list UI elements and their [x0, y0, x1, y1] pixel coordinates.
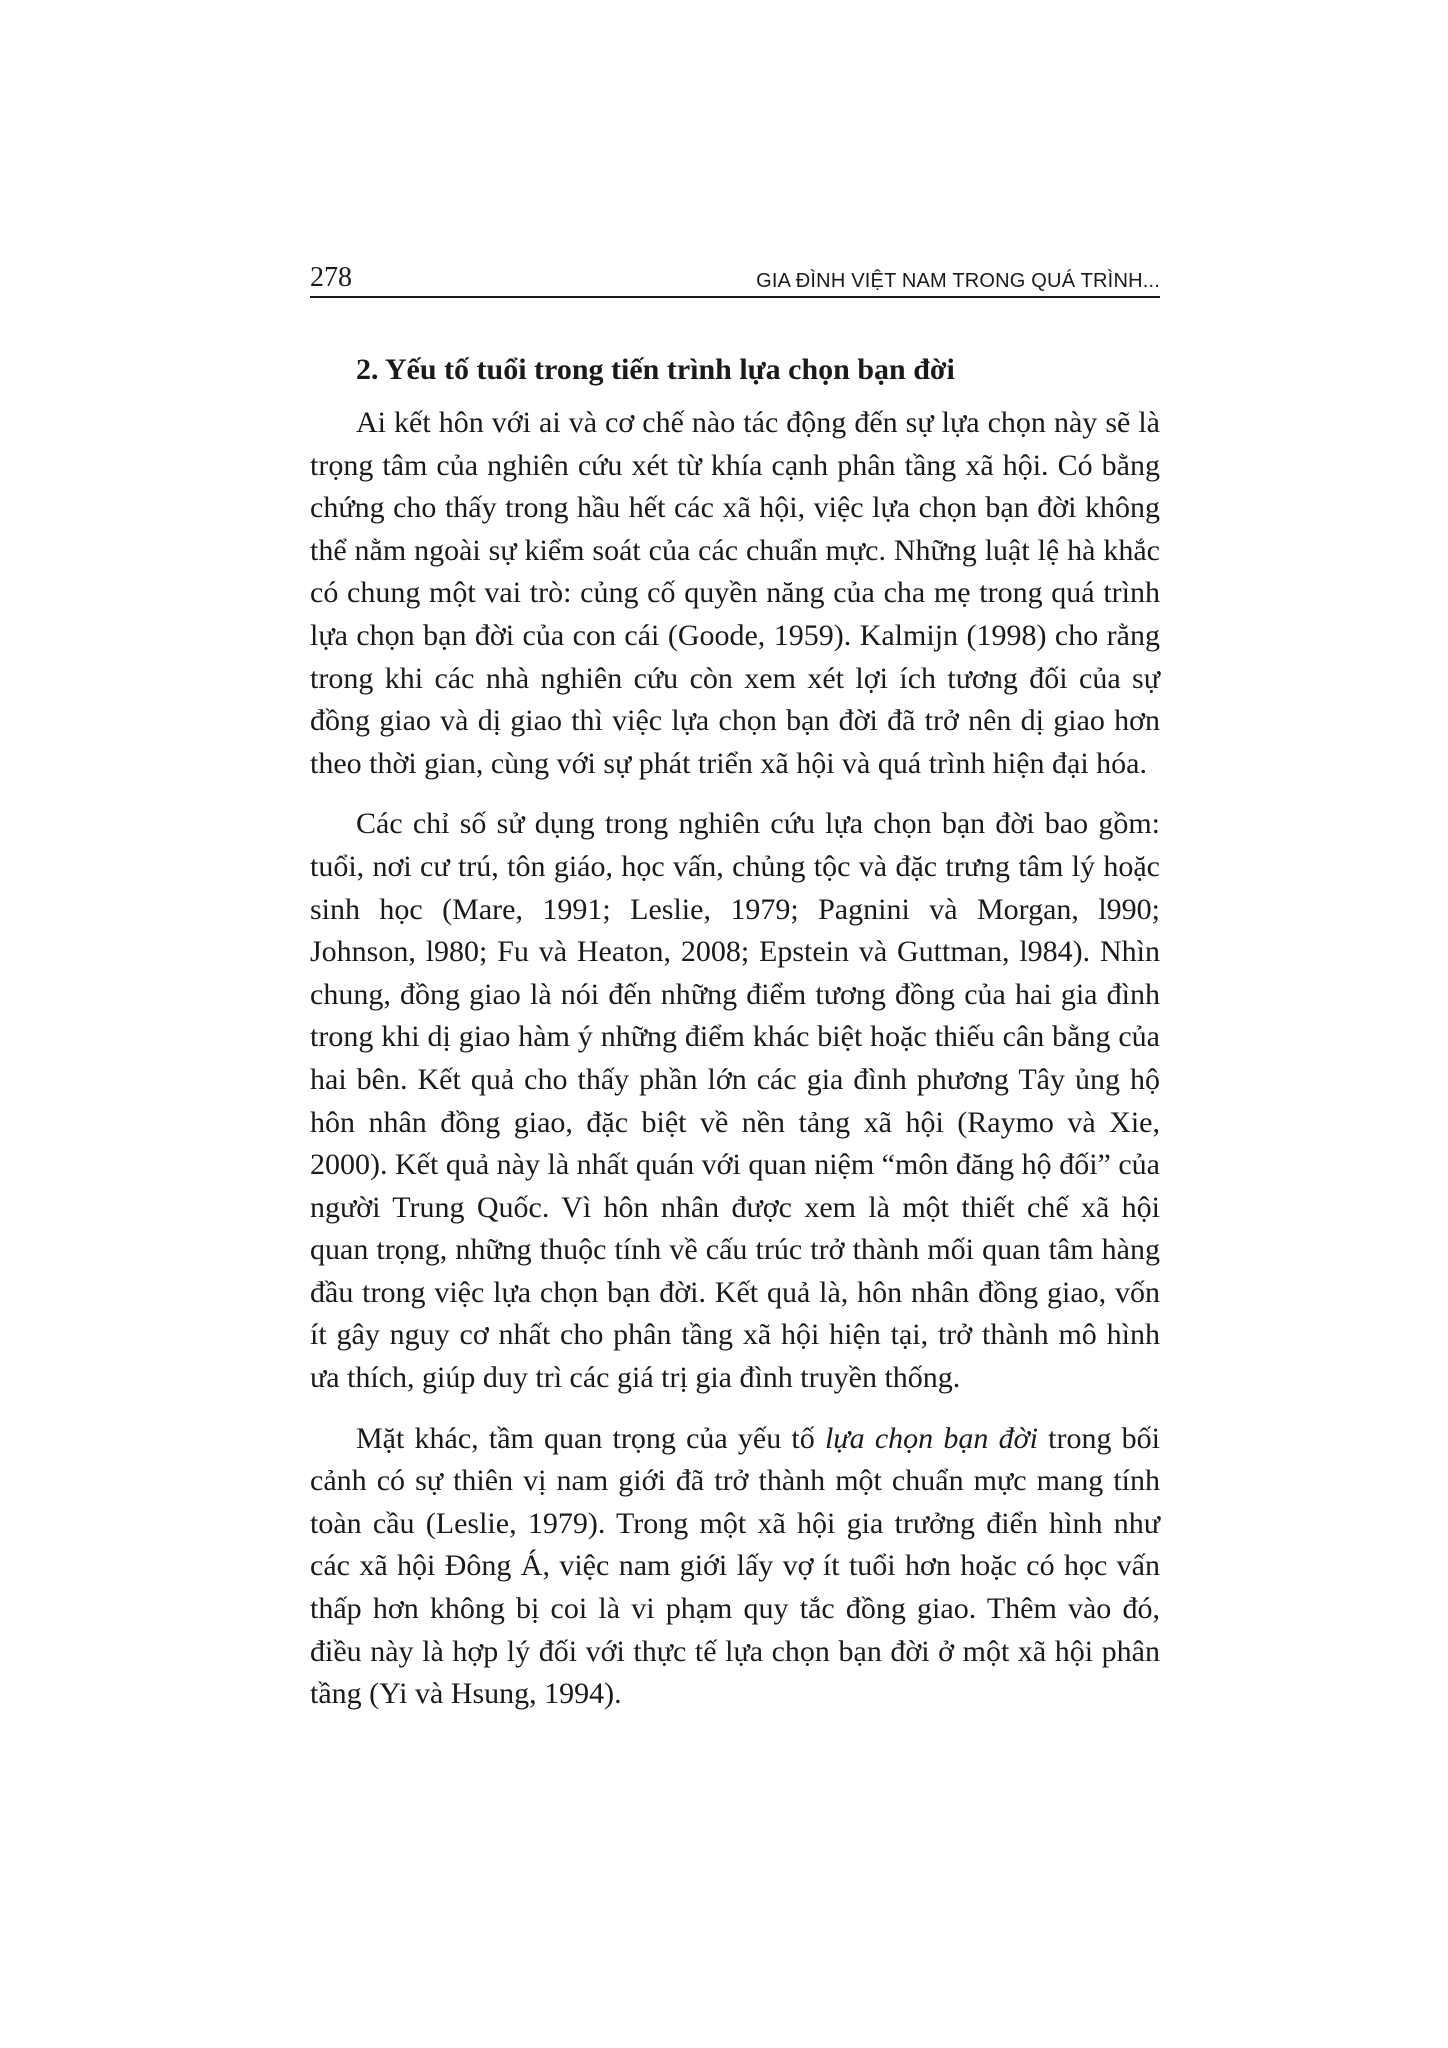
- paragraph-3-text-after: trong bối cảnh có sự thiên vị nam giới đã trở thành một chuẩn mực mang tính toàn cầu (Leslie, 1979). Trong một xã hội gia trưởng điển hình như các xã hội Đông Á, việc nam giới lấy vợ ít tuổi hơn hoặc có học vấn thấp hơn không bị coi là vi phạm quy tắc đồng giao. Thêm vào đó, điều này là hợp lý đối với thực tế lựa chọn bạn đời ở một xã hội phân tầng (Yi và Hsung, 1994).: [310, 1421, 1160, 1711]
- body-text: [310, 402, 1160, 1716]
- running-title: GIA ĐÌNH VIỆT NAM TRONG QUÁ TRÌNH...: [756, 270, 1160, 292]
- emphasized-term: lựa chọn bạn đời: [824, 1421, 1038, 1455]
- paragraph-3: [310, 1418, 1160, 1716]
- paragraph-3-text-before: Mặt khác, tầm quan trọng của yếu tố: [356, 1421, 825, 1455]
- paragraph-2: Các chỉ số sử dụng trong nghiên cứu lựa chọn bạn đời bao gồm: tuổi, nơi cư trú, tôn giáo, học vấn, chủng tộc và đặc trưng tâm lý hoặc sinh học (Mare, 1991; Leslie, 1979; Pagnini và Morgan, l990; Johnson, l980; Fu và Heaton, 2008; Epstein và Guttman, l984). Nhìn chung, đồng giao là nói đến những điểm tương đồng của hai gia đình trong khi dị giao hàm ý những điểm khác biệt hoặc thiếu cân bằng của hai bên. Kết quả cho thấy phần lớn các gia đình phương Tây ủng hộ hôn nhân đồng giao, đặc biệt về nền tảng xã hội (Raymo và Xie, 2000). Kết quả này là nhất quán với quan niệm “môn đăng hộ đối” của người Trung Quốc. Vì hôn nhân được xem là một thiết chế xã hội quan trọng, những thuộc tính về cấu trúc trở thành mối quan tâm hàng đầu trong việc lựa chọn bạn đời. Kết quả là, hôn nhân đồng giao, vốn ít gây nguy cơ nhất cho phân tầng xã hội hiện tại, trở thành mô hình ưa thích, giúp duy trì các giá trị gia đình truyền thống.: [310, 807, 1160, 1395]
- paragraph-1: Ai kết hôn với ai và cơ chế nào tác động đến sự lựa chọn này sẽ là trọng tâm của nghiên cứu xét từ khía cạnh phân tầng xã hội. Có bằng chứng cho thấy trong hầu hết các xã hội, việc lựa chọn bạn đời không thể nằm ngoài sự kiểm soát của các chuẩn mực. Những luật lệ hà khắc có chung một vai trò: củng cố quyền năng của cha mẹ trong quá trình lựa chọn bạn đời của con cái (Goode, 1959). Kalmijn (1998) cho rằng trong khi các nhà nghiên cứu còn xem xét lợi ích tương đối của sự đồng giao và dị giao thì việc lựa chọn bạn đời đã trở nên dị giao hơn theo thời gian, cùng với sự phát triển xã hội và quá trình hiện đại hóa.: [310, 406, 1160, 780]
- section-heading: 2. Yếu tố tuổi trong tiến trình lựa chọn bạn đời: [356, 353, 955, 386]
- page-number: 278: [310, 262, 352, 293]
- page-header: [310, 262, 1160, 298]
